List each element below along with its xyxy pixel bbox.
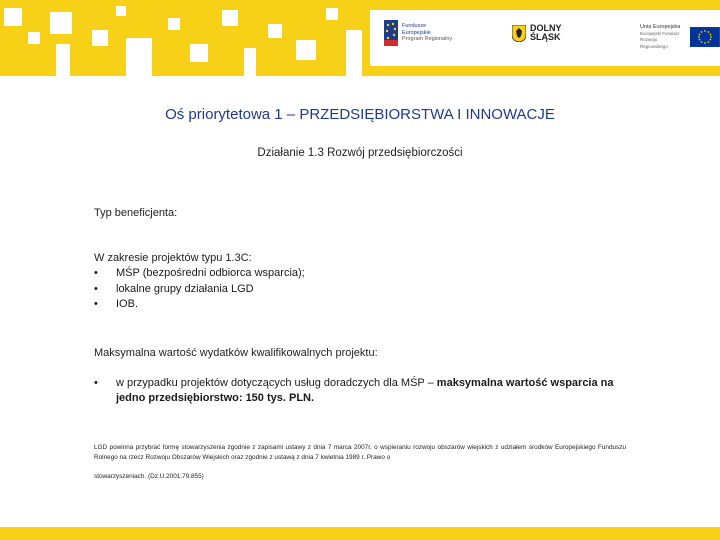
- header-band: [0, 0, 720, 76]
- ue-logo-line3: Rozwoju Regionalnego: [640, 37, 668, 49]
- list-item-text: IOB.: [116, 298, 139, 310]
- decor-square: [50, 12, 72, 34]
- ds-logo-line2: ŚLĄSK: [530, 32, 561, 42]
- decor-square: [168, 18, 180, 30]
- decor-square: [268, 24, 282, 38]
- eu-flag-icon: [690, 27, 720, 47]
- ds-logo-line1: DOLNY: [530, 23, 562, 33]
- footnote: [94, 443, 626, 482]
- decor-square: [126, 38, 152, 76]
- max-value-label: Maksymalna wartość wydatków kwalifikowalnych projektu:: [94, 347, 378, 359]
- decor-square: [190, 44, 208, 62]
- slide-title: Oś priorytetowa 1 – PRZEDSIĘBIORSTWA I INNOWACJE: [165, 106, 555, 123]
- decor-square: [244, 48, 256, 76]
- decor-square: [4, 8, 22, 26]
- project-type-label: W zakresie projektów typu 1.3C:: [94, 252, 252, 264]
- max-value-bold-text: maksymalna wartość wsparcia na jedno przedsiębiorstwo: 150 tys. PLN.: [116, 377, 614, 404]
- max-value-item: [94, 376, 634, 406]
- list-item-text: MŚP (bezpośredni odbiorca wsparcia);: [116, 267, 305, 279]
- footnote-citation: stowarzyszeniach. (Dz.U.2001.79.855): [94, 473, 204, 480]
- eagle-crest-icon: [512, 25, 526, 42]
- beneficiary-list: [94, 266, 305, 313]
- bullet-icon: •: [94, 267, 98, 279]
- dolny-slask-logo: [512, 24, 562, 42]
- footnote-text: LGD powinna przybrać formę stowarzyszenia zgodnie z zapisami ustawy z dnia 7 marca 2007r. o wspieraniu rozwoju obszarów wiejskich z udziałem środków Europejskiego Funduszu Rolnego na rzecz Rozwoju Obszarów Wiejskich oraz zgodnie z ustawą z dnia 7 kwietnia 1989 r. Prawo o: [94, 444, 626, 461]
- decor-square: [56, 44, 70, 76]
- fe-logo-line1: Fundusze: [402, 23, 427, 30]
- unia-europejska-logo: [640, 24, 720, 50]
- bullet-icon: •: [94, 298, 98, 310]
- max-value-text: w przypadku projektów dotyczących usług doradczych dla MŚP –: [116, 377, 437, 389]
- ue-logo-line2: Europejski Fundusz: [640, 30, 680, 36]
- fe-logo-line2: Europejskie: [402, 29, 431, 36]
- fe-star-icon: [384, 20, 398, 46]
- decor-square: [116, 6, 126, 16]
- footer-band: [0, 527, 720, 540]
- list-item-text: lokalne grupy działania LGD: [116, 282, 254, 295]
- fe-logo-line3: Program Regionalny: [402, 36, 453, 43]
- decor-square: [326, 8, 338, 20]
- decor-square: [28, 32, 40, 44]
- list-item: [94, 282, 305, 298]
- list-item: [94, 297, 305, 313]
- beneficiary-label: Typ beneficjenta:: [94, 207, 178, 219]
- bullet-icon: •: [94, 377, 98, 389]
- list-item: [94, 266, 305, 282]
- bullet-icon: •: [94, 282, 98, 295]
- decor-square: [92, 30, 108, 46]
- logo-panel: [370, 10, 720, 66]
- slide-subtitle: Działanie 1.3 Rozwój przedsiębiorczości: [257, 147, 463, 159]
- ue-logo-line1: Unia Europejska: [640, 24, 681, 30]
- decor-square: [296, 40, 316, 60]
- decor-square: [346, 30, 362, 76]
- fundusze-europejskie-logo: [384, 20, 452, 46]
- decor-square: [222, 10, 238, 26]
